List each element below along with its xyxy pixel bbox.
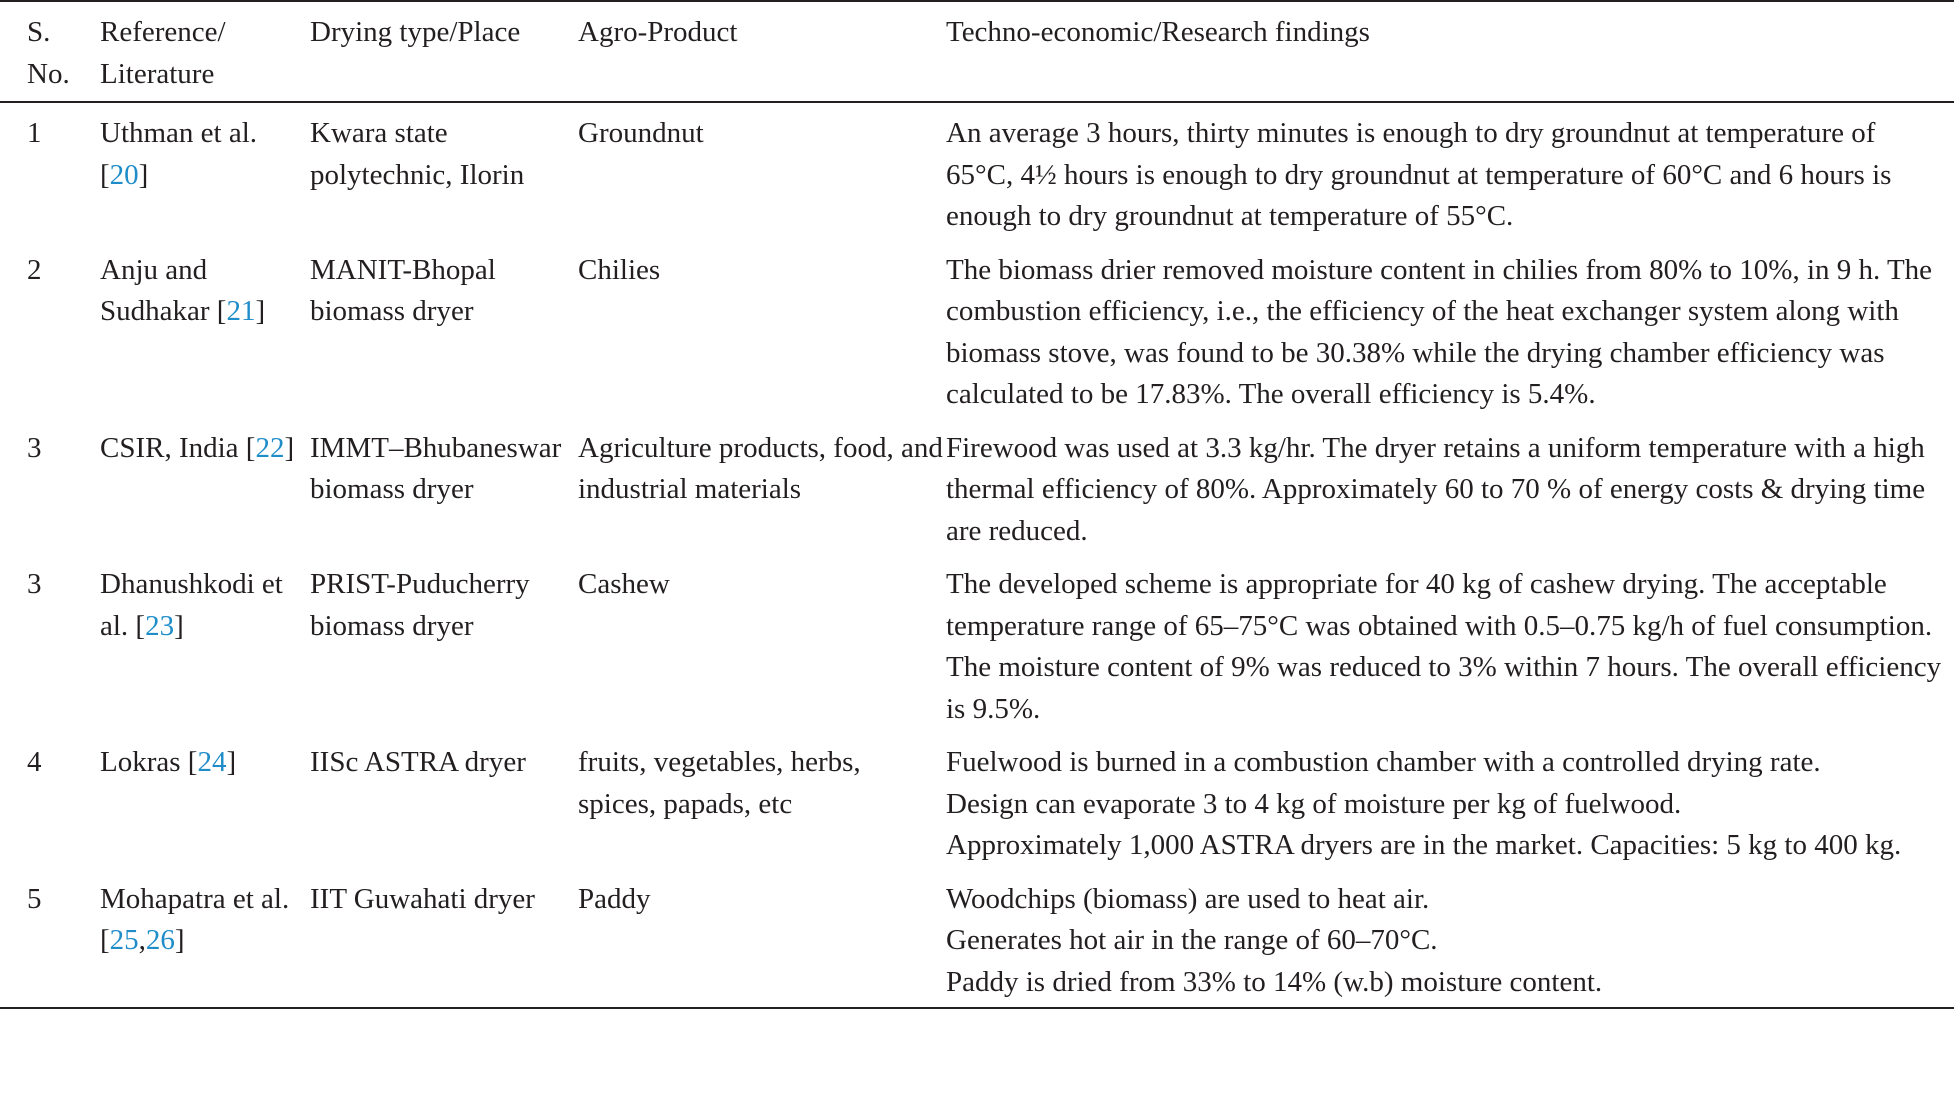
header-drying-type: Drying type/Place [310, 16, 521, 48]
findings-text: The developed scheme is appropriate for 40 kg of cashew drying. The acceptable temperature range of 65–75°C was obtained with 0.5–0.75 kg/h of fuel consumption. The moisture content of 9% was reduced to 3% within 7 hours. The overall efficiency is 9.5%. [946, 568, 1942, 725]
row-reference: Mohapatra et al. [25,26] [100, 882, 290, 956]
header-findings: Techno-economic/Research findings [946, 16, 1370, 48]
row-agro-product: Chilies [578, 253, 661, 286]
findings-text: The biomass drier removed moisture content in chilies from 80% to 10%, in 9 h. The combustion efficiency, i.e., the efficiency of the heat exchanger system along with biomass stove, was found to be 30.38% while the drying chamber efficiency was calculated to be 17.83%. The overall efficiency is 5.4%. [946, 253, 1933, 410]
table-body [0, 102, 1954, 1008]
row-drying-type: IISc ASTRA dryer [310, 746, 526, 778]
citation-link[interactable]: 25 [109, 924, 139, 956]
table-row [0, 742, 1954, 879]
reference-close-bracket: ] [226, 746, 237, 778]
row-sno: 1 [27, 117, 42, 149]
row-findings [946, 879, 1954, 1009]
row-findings [946, 250, 1954, 428]
table-header [0, 1, 1954, 102]
findings-text: Design can evaporate 3 to 4 kg of moisture per kg of fuelwood. [946, 787, 1682, 820]
row-sno: 5 [27, 882, 42, 915]
findings-text: Approximately 1,000 ASTRA dryers are in the market. Capacities: 5 kg to 400 kg. [946, 829, 1902, 861]
row-sno: 2 [27, 253, 42, 286]
reference-close-bracket: ] [174, 609, 184, 642]
row-agro-product: Groundnut [578, 117, 704, 149]
reference-close-bracket: ] [284, 431, 295, 464]
reference-close-bracket: ] [138, 158, 149, 191]
citation-link[interactable]: 20 [109, 158, 139, 191]
findings-text: Woodchips (biomass) are used to heat air. [946, 882, 1430, 915]
reference-text: Dhanushkodi et al. [ [100, 568, 283, 642]
row-agro-product: Agriculture products, food, and industrial materials [578, 431, 943, 505]
row-agro-product: Cashew [578, 568, 670, 600]
reference-close-bracket: ] [174, 924, 185, 956]
row-drying-type: IMMT–Bhubaneswar biomass dryer [310, 431, 562, 505]
table-row [0, 564, 1954, 742]
citation-link[interactable]: 26 [145, 924, 175, 956]
row-drying-type: Kwara state polytechnic, Ilorin [310, 117, 525, 191]
header-row [0, 1, 1954, 102]
row-findings [946, 564, 1954, 742]
row-sno: 3 [27, 431, 42, 464]
citation-link[interactable]: 23 [145, 609, 175, 642]
findings-text: Paddy is dried from 33% to 14% (w.b) moisture content. [946, 965, 1603, 998]
findings-text: Generates hot air in the range of 60–70°C. [946, 924, 1438, 956]
reference-close-bracket: ] [255, 295, 266, 327]
row-findings [946, 742, 1954, 879]
findings-text: An average 3 hours, thirty minutes is enough to dry groundnut at temperature of 65°C, 4½ hours is enough to dry groundnut at temperature of 60°C and 6 hours is enough to dry groundnut at temperature of 55°C. [946, 117, 1892, 232]
row-drying-type: PRIST-Puducherry biomass dryer [310, 568, 530, 642]
row-reference [100, 564, 310, 742]
table-row [0, 879, 1954, 1009]
findings-text: Firewood was used at 3.3 kg/hr. The dryer retains a uniform temperature with a high thermal efficiency of 80%. Approximately 60 to 70 % of energy costs & drying time are reduced. [946, 431, 1926, 547]
table-row [0, 250, 1954, 428]
reference-text: Mohapatra et al. [ [100, 882, 290, 956]
row-reference [100, 102, 310, 250]
row-findings [946, 102, 1954, 250]
row-reference [100, 742, 310, 879]
header-sno: S. No. [27, 16, 70, 90]
row-sno: 4 [27, 746, 42, 778]
citation-link[interactable]: 22 [255, 431, 285, 464]
row-reference [100, 250, 310, 428]
row-agro-product: Paddy [578, 882, 651, 915]
reference-text: Uthman et al. [ [100, 117, 258, 191]
citation-link[interactable]: 24 [197, 746, 227, 778]
reference-text: Lokras [ [100, 746, 198, 778]
row-drying-type: IIT Guwahati dryer [310, 882, 535, 915]
row-reference [100, 428, 310, 565]
row-drying-type: MANIT-Bhopal biomass dryer [310, 253, 496, 327]
header-reference: Reference/ Literature [100, 16, 226, 90]
table-row [0, 102, 1954, 250]
reference-text: Anju and Sudhakar [ [100, 253, 227, 327]
row-sno: 3 [27, 568, 42, 600]
citation-link[interactable]: 21 [226, 295, 256, 327]
row-agro-product: fruits, vegetables, herbs, spices, papads, etc [578, 746, 861, 820]
table-row [0, 428, 1954, 565]
reference-text: CSIR, India [ [100, 431, 256, 464]
row-findings [946, 428, 1954, 565]
header-agro-product: Agro-Product [578, 16, 738, 48]
findings-text: Fuelwood is burned in a combustion chamber with a controlled drying rate. [946, 746, 1821, 778]
